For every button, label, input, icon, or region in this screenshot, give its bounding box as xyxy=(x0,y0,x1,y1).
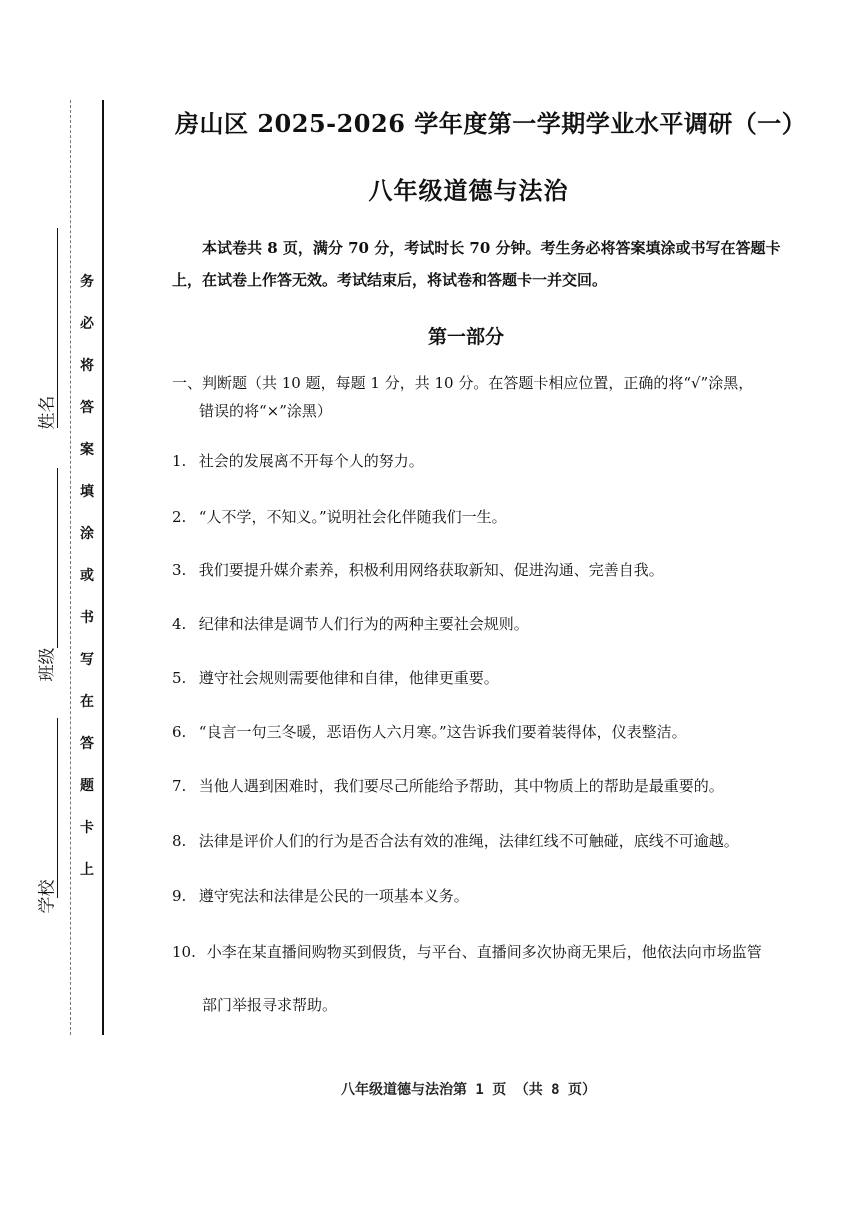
question-text: 社会的发展离不开每个人的努力。 xyxy=(198,452,424,470)
question-item xyxy=(172,558,812,582)
warning-char: 答 xyxy=(80,400,94,416)
exam-subtitle: 八年级道德与法治 xyxy=(368,176,569,205)
question-text: 我们要提升媒介素养，积极利用网络获取新知、促进沟通、完善自我。 xyxy=(198,561,664,579)
question-item xyxy=(172,884,812,908)
question-item xyxy=(172,505,812,529)
question-number: 5. xyxy=(172,669,187,687)
question-item xyxy=(172,940,812,964)
question-number: 4. xyxy=(172,615,187,633)
warning-char: 必 xyxy=(80,316,94,332)
question-item xyxy=(172,666,812,690)
exam-title: 房山区 2025-2026 学年度第一学期学业水平调研（一） xyxy=(175,109,807,138)
question-text: 遵守社会规则需要他律和自律，他律更重要。 xyxy=(198,669,499,687)
name-field-label: 姓名 xyxy=(37,395,58,430)
page-footer: 八年级道德与法治第 1 页 （共 8 页） xyxy=(340,1082,596,1098)
binding-solid-line xyxy=(102,100,104,1035)
question-item xyxy=(172,774,812,798)
question-text: 法律是评价人们的行为是否合法有效的准绳，法律红线不可触碰，底线不可逾越。 xyxy=(198,832,739,850)
warning-char: 卡 xyxy=(80,820,94,836)
question-text: “人不学，不知义。”说明社会化伴随我们一生。 xyxy=(198,508,507,526)
warning-char: 答 xyxy=(80,736,94,752)
question-item xyxy=(172,720,812,744)
section-title: 第一部分 xyxy=(427,326,504,348)
question-number: 8. xyxy=(172,832,187,850)
question-group-heading-line2: 错误的将“×”涂黑） xyxy=(199,402,332,420)
class-field-label: 班级 xyxy=(37,647,58,682)
question-number: 2. xyxy=(172,508,187,526)
question-number: 3. xyxy=(172,561,187,579)
question-text: 当他人遇到困难时，我们要尽己所能给予帮助，其中物质上的帮助是最重要的。 xyxy=(198,777,724,795)
question-text: 遵守宪法和法律是公民的一项基本义务。 xyxy=(198,887,469,905)
warning-char: 务 xyxy=(80,274,94,290)
binding-dotted-line xyxy=(70,100,71,1035)
question-text: 小李在某直播间购物买到假货，与平台、直播间多次协商无果后，他依法向市场监管 xyxy=(206,943,762,961)
warning-char: 写 xyxy=(80,652,94,668)
warning-char: 题 xyxy=(80,778,94,794)
question-number: 9. xyxy=(172,887,187,905)
school-field-line[interactable] xyxy=(57,718,58,898)
question-number: 10. xyxy=(172,943,196,961)
question-number: 1. xyxy=(172,452,187,470)
warning-char: 将 xyxy=(80,358,94,374)
question-number: 6. xyxy=(172,723,187,741)
warning-char: 案 xyxy=(80,442,94,458)
question-text: “良言一句三冬暖，恶语伤人六月寒。”这告诉我们要着装得体，仪表整洁。 xyxy=(198,723,687,741)
question-item xyxy=(172,449,812,473)
warning-char: 在 xyxy=(80,694,94,710)
question-group-heading xyxy=(172,369,812,425)
question-number: 7. xyxy=(172,777,187,795)
warning-char: 书 xyxy=(80,610,94,626)
exam-instructions: 本试卷共 8 页，满分 70 分，考试时长 70 分钟。考生务必将答案填涂或书写在答题卡上，在试卷上作答无效。考试结束后，将试卷和答题卡一并交回。 xyxy=(172,239,781,289)
question-item xyxy=(172,829,812,853)
warning-char: 填 xyxy=(80,484,94,500)
class-field-line[interactable] xyxy=(57,468,58,648)
warning-char: 涂 xyxy=(80,526,94,542)
warning-char: 上 xyxy=(80,862,94,878)
binding-warning-text xyxy=(76,272,98,902)
question-text: 纪律和法律是调节人们行为的两种主要社会规则。 xyxy=(198,615,529,633)
warning-char: 或 xyxy=(80,568,94,584)
question-item xyxy=(172,612,812,636)
question-text-continuation: 部门举报寻求帮助。 xyxy=(202,996,338,1014)
question-group-heading-line1: 一、判断题（共 10 题，每题 1 分，共 10 分。在答题卡相应位置，正确的将“√”涂黑， xyxy=(172,374,754,392)
school-field-label: 学校 xyxy=(37,879,58,914)
